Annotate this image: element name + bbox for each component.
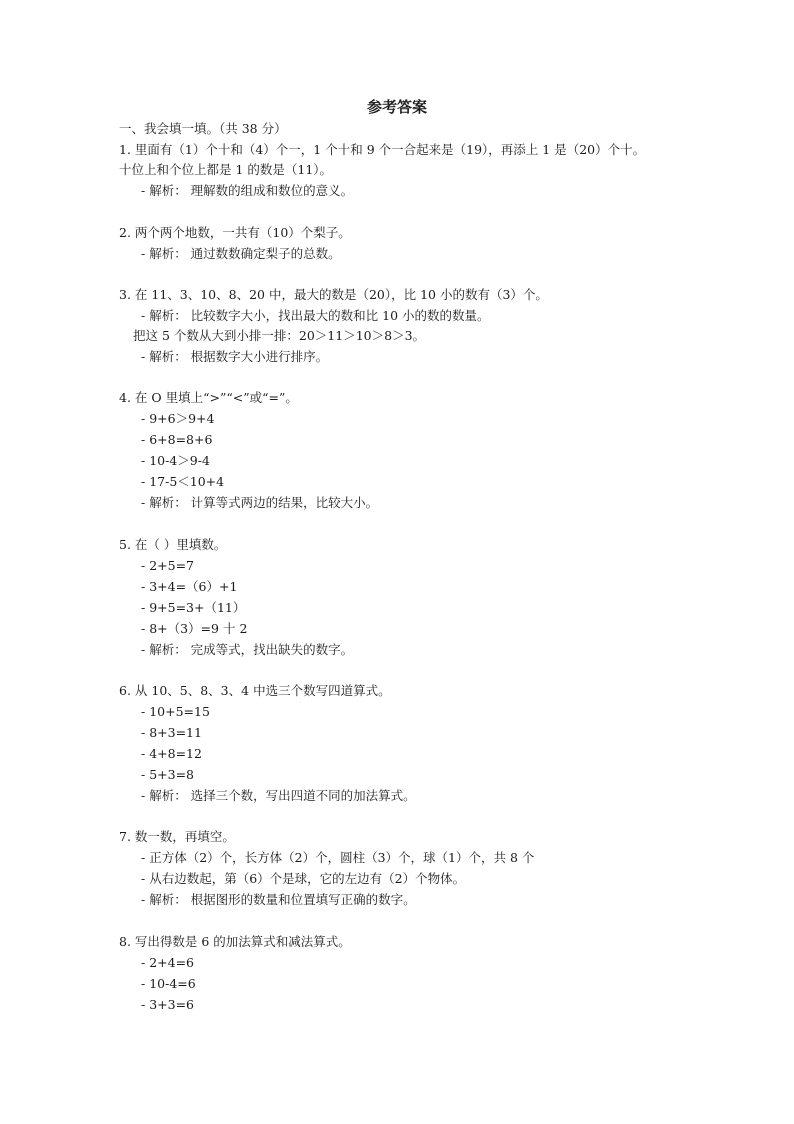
page-title: 参考答案 bbox=[366, 98, 427, 116]
question-5-item: - 2+5=7 bbox=[141, 558, 195, 573]
question-3-extra: 把这 5 个数从大到小排一排：20＞11＞10＞8＞3。 bbox=[133, 328, 426, 343]
question-6: 6. 从 10、5、8、3、4 中选三个数写四道算式。 bbox=[119, 683, 391, 698]
question-7: 7. 数一数，再填空。 bbox=[119, 829, 235, 844]
question-5-item: - 3+4=（6）+1 bbox=[141, 579, 238, 594]
question-5-analysis: - 解析： 完成等式，找出缺失的数字。 bbox=[141, 642, 354, 657]
question-4-item: - 6+8=8+6 bbox=[141, 432, 213, 447]
question-4: 4. 在 O 里填上“>”“<”或“=”。 bbox=[119, 390, 298, 405]
question-2: 2. 两个两个地数，一共有（10）个梨子。 bbox=[119, 225, 351, 240]
question-1-analysis: - 解析： 理解数的组成和数位的意义。 bbox=[141, 183, 354, 198]
question-4-item: - 9+6＞9+4 bbox=[141, 411, 215, 426]
section-heading: 一、我会填一填。（共 38 分） bbox=[119, 121, 287, 136]
question-7-item: - 正方体（2）个，长方体（2）个，圆柱（3）个，球（1）个，共 8 个 bbox=[141, 850, 535, 865]
question-6-item: - 5+3=8 bbox=[141, 767, 195, 782]
question-7-analysis: - 解析： 根据图形的数量和位置填写正确的数字。 bbox=[141, 892, 416, 907]
question-8-item: - 2+4=6 bbox=[141, 955, 195, 970]
question-2-analysis: - 解析： 通过数数确定梨子的总数。 bbox=[141, 246, 341, 261]
question-5: 5. 在（ ）里填数。 bbox=[119, 537, 227, 552]
question-4-analysis: - 解析： 计算等式两边的结果，比较大小。 bbox=[141, 495, 379, 510]
question-1-continued: 十位上和个位上都是 1 的数是（11）。 bbox=[119, 162, 333, 177]
question-3-analysis: - 解析： 比较数字大小，找出最大的数和比 10 小的数的数量。 bbox=[141, 308, 490, 323]
question-8: 8. 写出得数是 6 的加法算式和减法算式。 bbox=[119, 934, 351, 949]
question-7-item: - 从右边数起，第（6）个是球，它的左边有（2）个物体。 bbox=[141, 871, 466, 886]
question-6-analysis: - 解析： 选择三个数，写出四道不同的加法算式。 bbox=[141, 788, 416, 803]
question-8-item: - 10-4=6 bbox=[141, 976, 196, 991]
question-6-item: - 10+5=15 bbox=[141, 704, 210, 719]
question-6-item: - 4+8=12 bbox=[141, 746, 202, 761]
question-1: 1. 里面有（1）个十和（4）个一，1 个十和 9 个一合起来是（19），再添上 1 是（20）个十。 bbox=[119, 142, 646, 157]
question-4-item: - 17-5＜10+4 bbox=[141, 474, 225, 489]
question-6-item: - 8+3=11 bbox=[141, 725, 202, 740]
question-3: 3. 在 11、3、10、8、20 中，最大的数是（20），比 10 小的数有（3）个。 bbox=[119, 287, 548, 302]
question-4-item: - 10-4＞9-4 bbox=[141, 453, 210, 468]
question-5-item: - 8+（3）=9 十 2 bbox=[141, 621, 248, 636]
question-3-analysis-2: - 解析： 根据数字大小进行排序。 bbox=[141, 349, 329, 364]
question-8-item: - 3+3=6 bbox=[141, 997, 195, 1012]
question-5-item: - 9+5=3+（11） bbox=[141, 600, 246, 615]
